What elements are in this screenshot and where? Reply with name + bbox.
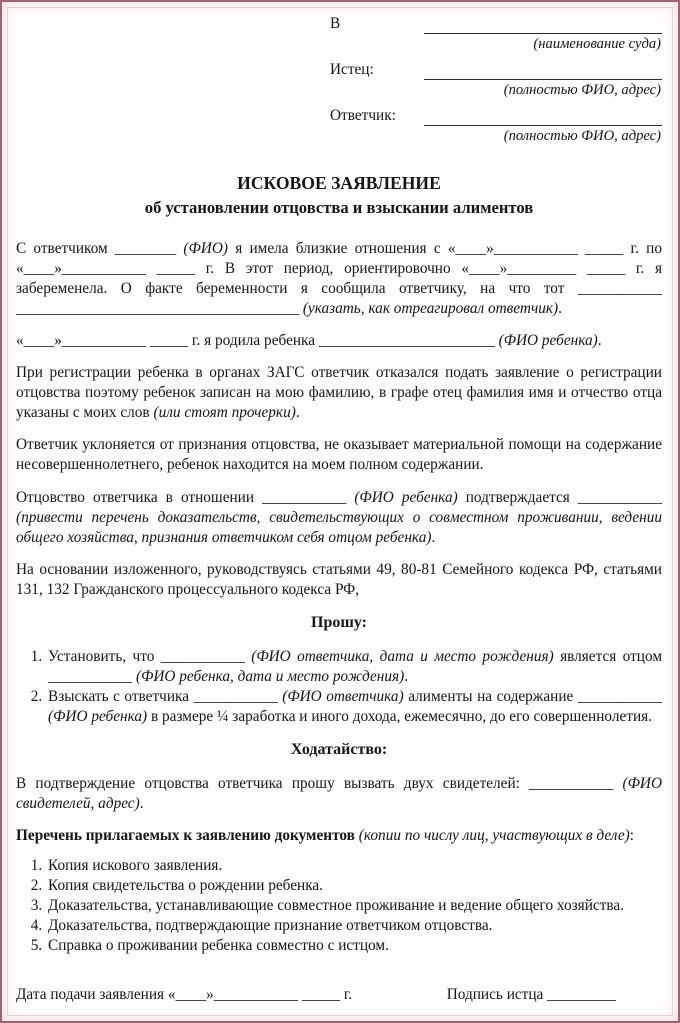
- document-content: [7, 7, 673, 1016]
- attachments-header: Перечень прилагаемых к заявлению документов (копии по числу лиц, участвующих в деле):: [16, 826, 634, 844]
- list-item: 2. Взыскать с ответчика ___________ (ФИО ответчика) алименты на содержание ___________ (ФИО ребенка) в размере ¼ заработка и иного дохода, ежемесячно, до его совершеннолетия.: [46, 687, 662, 727]
- list-item: 1. Копия искового заявления.: [46, 856, 662, 876]
- list-item: 4. Доказательства, подтверждающие признание ответчиком отцовства.: [46, 916, 662, 936]
- list-item: 5. Справка о проживании ребенка совместно с истцом.: [46, 936, 662, 956]
- list-item: 2. Копия свидетельства о рождении ребенка.: [46, 876, 662, 896]
- plaintiff-row: [330, 60, 662, 80]
- document-subtitle: об установлении отцовства и взыскании алиментов: [144, 198, 534, 218]
- defendant-caption: (полностью ФИО, адрес): [503, 128, 661, 145]
- court-name-blank: [424, 17, 662, 34]
- plaintiff-caption: (полностью ФИО, адрес): [503, 82, 661, 99]
- paragraph-legal-grounds: На основании изложенного, руководствуясь статьями 49, 80-81 Семейного кодекса РФ, статьями 131, 132 Гражданского процессуального кодекса РФ,: [16, 560, 662, 598]
- paragraph-relationship: С ответчиком ________ (ФИО) я имела близкие отношения с «____»___________ _____ г. по «____»___________ _____ г. В этот период, ориентировочно «____»_________ _____ г. я забеременела. О факте беременности я сообщила ответчику, на что тот ___________ _____________________________________ (указать, как отреагировал ответчик).: [16, 240, 662, 318]
- attachments-list: [16, 856, 662, 956]
- plaintiff-label: Истец:: [330, 61, 374, 79]
- court-row: [330, 14, 662, 34]
- request-heading: Прошу:: [311, 613, 367, 631]
- court-prefix-label: В: [330, 15, 341, 32]
- signature-line: Подпись истца _________: [446, 985, 616, 1003]
- footer-row: [16, 985, 662, 1007]
- paragraph-motion-witnesses: В подтверждение отцовства ответчика прошу вызвать двух свидетелей: ___________ (ФИО свидетелей, адрес).: [16, 774, 662, 812]
- defendant-label: Ответчик:: [330, 107, 396, 125]
- document-title: ИСКОВОЕ ЗАЯВЛЕНИЕ: [237, 173, 441, 194]
- paragraph-paternity-proof: Отцовство ответчика в отношении ___________ (ФИО ребенка) подтверждается ___________ (привести перечень доказательств, свидетельствующих о совместном проживании, ведении общего хозяйства, признания ответчиком себя отцом ребенка).: [16, 488, 663, 546]
- filing-date-line: Дата подачи заявления «____»___________ _____ г.: [16, 985, 353, 1003]
- paragraph-defendant-evasion: Ответчик уклоняется от признания отцовства, не оказывает материальной помощи на содержание несовершеннолетнего, ребенок находится на моем полном содержании.: [16, 436, 662, 474]
- list-item: 3. Доказательства, устанавливающие совместное проживание и ведение общего хозяйства.: [46, 896, 662, 916]
- court-header-block: [330, 14, 662, 152]
- motion-heading: Ходатайство:: [290, 740, 388, 758]
- request-list: [16, 647, 662, 727]
- paragraph-child-birth: «____»___________ _____ г. я родила ребенка _______________________ (ФИО ребенка).: [16, 332, 602, 350]
- defendant-blank: [424, 109, 662, 126]
- defendant-row: [330, 106, 662, 126]
- court-caption: (наименование суда): [533, 36, 661, 53]
- list-item: 1. Установить, что ___________ (ФИО ответчика, дата и место рождения) является отцом ___________ (ФИО ребенка, дата и место рождения).: [46, 647, 662, 687]
- plaintiff-blank: [424, 63, 662, 80]
- paragraph-zags-registration: При регистрации ребенка в органах ЗАГС ответчик отказался подать заявление о регистрации отцовства поэтому ребенок записан на мою фамилию, в графе отец фамилия имя и отчество отца указаны с моих слов (или стоят прочерки).: [16, 364, 662, 422]
